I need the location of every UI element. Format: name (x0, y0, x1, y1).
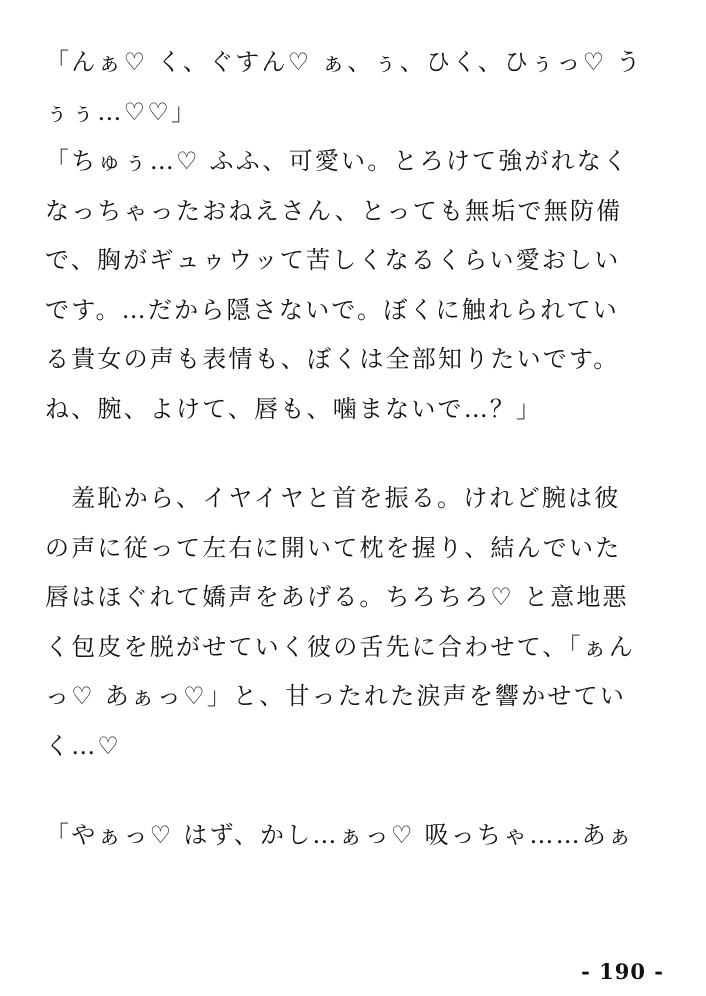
text-line: の声に従って左右に開いて枕を握り、結んでいた (45, 533, 622, 562)
page-number: - 190 - (581, 959, 664, 984)
text-line: 唇はほぐれて嬌声をあげる。ちろちろ♡ と意地悪 (45, 583, 629, 611)
body-text (45, 38, 670, 861)
text-line: 羞恥から、イヤイヤと首を振る。けれど腕は彼 (45, 484, 621, 512)
paragraph-gap (45, 434, 670, 474)
text-line: っ♡ あぁっ♡」と、甘ったれた涙声を響かせてい (45, 682, 627, 710)
text-line: く包皮を脱がせていく彼の舌先に合わせて、「ぁん (45, 632, 636, 661)
text-line: ぅぅ…♡♡」 (45, 97, 198, 126)
text-line: ね、腕、よけて、唇も、噛まないで…？」 (45, 394, 543, 423)
text-line: る貴女の声も表情も、ぼくは全部知りたいです。 (45, 345, 620, 373)
text-line: 「んぁ♡ く、ぐすん♡ ぁ、ぅ、ひく、ひぅっ♡ う (45, 48, 643, 76)
text-line: 「ちゅぅ…♡ ふふ、可愛い。とろけて強がれなく (45, 147, 630, 175)
text-line: です。…だから隠さないで。ぼくに触れられてい (45, 295, 619, 324)
text-line: 「やぁっ♡ はず、かし…ぁっ♡ 吸っちゃ……あぁ (45, 821, 634, 849)
paragraph-gap (45, 771, 670, 811)
text-line: く…♡ (45, 731, 122, 760)
text-line: で、胸がギュゥウッて苦しくなるくらい愛おしい (45, 246, 621, 274)
text-line: なっちゃったおねえさん、とっても無垢で無防備 (45, 196, 623, 225)
